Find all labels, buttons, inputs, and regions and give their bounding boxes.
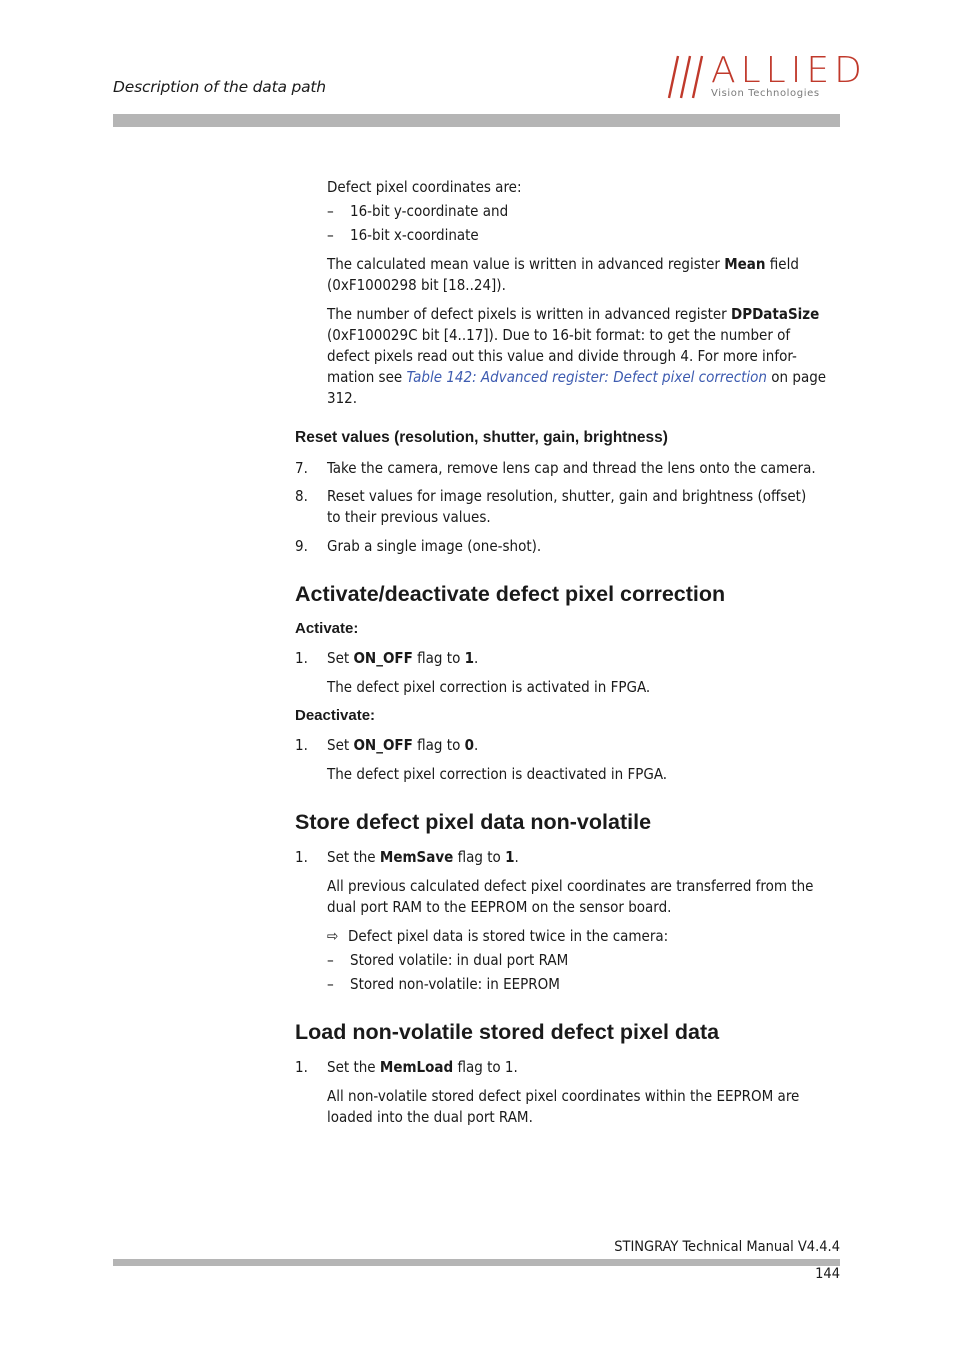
- allied-logo: [666, 50, 867, 102]
- store-result: Defect pixel data is stored twice in the camera:: [348, 927, 669, 945]
- step-number: 1.: [295, 649, 308, 667]
- step-number: 9.: [295, 537, 308, 555]
- header-rule: [113, 114, 840, 127]
- activate-result: The defect pixel correction is activated in FPGA.: [327, 678, 651, 696]
- step-number: 7.: [295, 459, 308, 477]
- logo-slashes-icon: [666, 54, 710, 100]
- activate-heading: Activate/deactivate defect pixel correction: [295, 582, 726, 606]
- memsave-flag: MemSave: [379, 848, 454, 866]
- list-item: Stored non-volatile: in EEPROM: [350, 975, 560, 993]
- load-desc-cont: loaded into the dual port RAM.: [327, 1108, 533, 1126]
- deactivate-step: Set ON_OFF flag to 0.: [327, 736, 479, 754]
- load-step: Set the MemLoad flag to 1.: [327, 1058, 518, 1076]
- load-heading: Load non-volatile stored defect pixel data: [295, 1020, 720, 1044]
- load-desc: All non-volatile stored defect pixel coordinates within the EEPROM are: [327, 1087, 800, 1105]
- on-off-flag: ON_OFF: [353, 649, 413, 667]
- store-step: Set the MemSave flag to 1.: [327, 848, 519, 866]
- bullet-dash: –: [327, 226, 334, 244]
- step-text-cont: to their previous values.: [327, 508, 491, 526]
- on-off-flag: ON_OFF: [353, 736, 413, 754]
- mean-paragraph: The calculated mean value is written in advanced register Mean field (0xF1000298 bit [18..24]).: [327, 255, 799, 294]
- store-desc-cont: dual port RAM to the EEPROM on the sensor board.: [327, 898, 672, 916]
- reset-heading: Reset values (resolution, shutter, gain, brightness): [295, 429, 668, 446]
- activate-label: Activate:: [295, 620, 359, 637]
- result-arrow-icon: ⇨: [327, 927, 339, 945]
- memload-flag: MemLoad: [379, 1058, 454, 1076]
- coords-label: Defect pixel coordinates are:: [327, 178, 522, 196]
- deactivate-result: The defect pixel correction is deactivated in FPGA.: [327, 765, 668, 783]
- step-number: 1.: [295, 1058, 308, 1076]
- footer-rule: [113, 1259, 840, 1266]
- step-number: 1.: [295, 848, 308, 866]
- table-142-link[interactable]: Table 142: Advanced register: Defect pixel correction: [406, 368, 767, 386]
- step-text: Take the camera, remove lens cap and thread the lens onto the camera.: [327, 459, 816, 477]
- step-text: Grab a single image (one-shot).: [327, 537, 542, 555]
- mean-register: Mean: [724, 255, 766, 273]
- dpdatasize-register: DPDataSize: [731, 305, 820, 323]
- bullet-dash: –: [327, 951, 334, 969]
- activate-step: Set ON_OFF flag to 1.: [327, 649, 479, 667]
- logo-subtext: Vision Technologies: [711, 88, 820, 99]
- bullet-dash: –: [327, 202, 334, 220]
- step-text: Reset values for image resolution, shutter, gain and brightness (offset): [327, 487, 807, 505]
- step-number: 8.: [295, 487, 308, 505]
- store-desc: All previous calculated defect pixel coordinates are transferred from the: [327, 877, 814, 895]
- footer-manual-title: STINGRAY Technical Manual V4.4.4: [614, 1239, 840, 1255]
- list-item: 16-bit y-coordinate and: [350, 202, 509, 220]
- list-item: Stored volatile: in dual port RAM: [350, 951, 569, 969]
- store-heading: Store defect pixel data non-volatile: [295, 810, 652, 834]
- page-number: 144: [815, 1266, 840, 1282]
- list-item: 16-bit x-coordinate: [350, 226, 479, 244]
- dpdatasize-paragraph: The number of defect pixels is written in advanced register DPDataSize (0xF100029C bit [4..17]). Due to 16-bit format: to get the number of defect pixels read out this value and divide through 4. For more infor- mation see Table 142: Advanced register: Defect pixel correction on page 312.: [327, 305, 827, 407]
- step-number: 1.: [295, 736, 308, 754]
- bullet-dash: –: [327, 975, 334, 993]
- running-header: Description of the data path: [113, 78, 326, 96]
- logo-wordmark: ALLIED: [711, 50, 867, 91]
- deactivate-label: Deactivate:: [295, 707, 376, 724]
